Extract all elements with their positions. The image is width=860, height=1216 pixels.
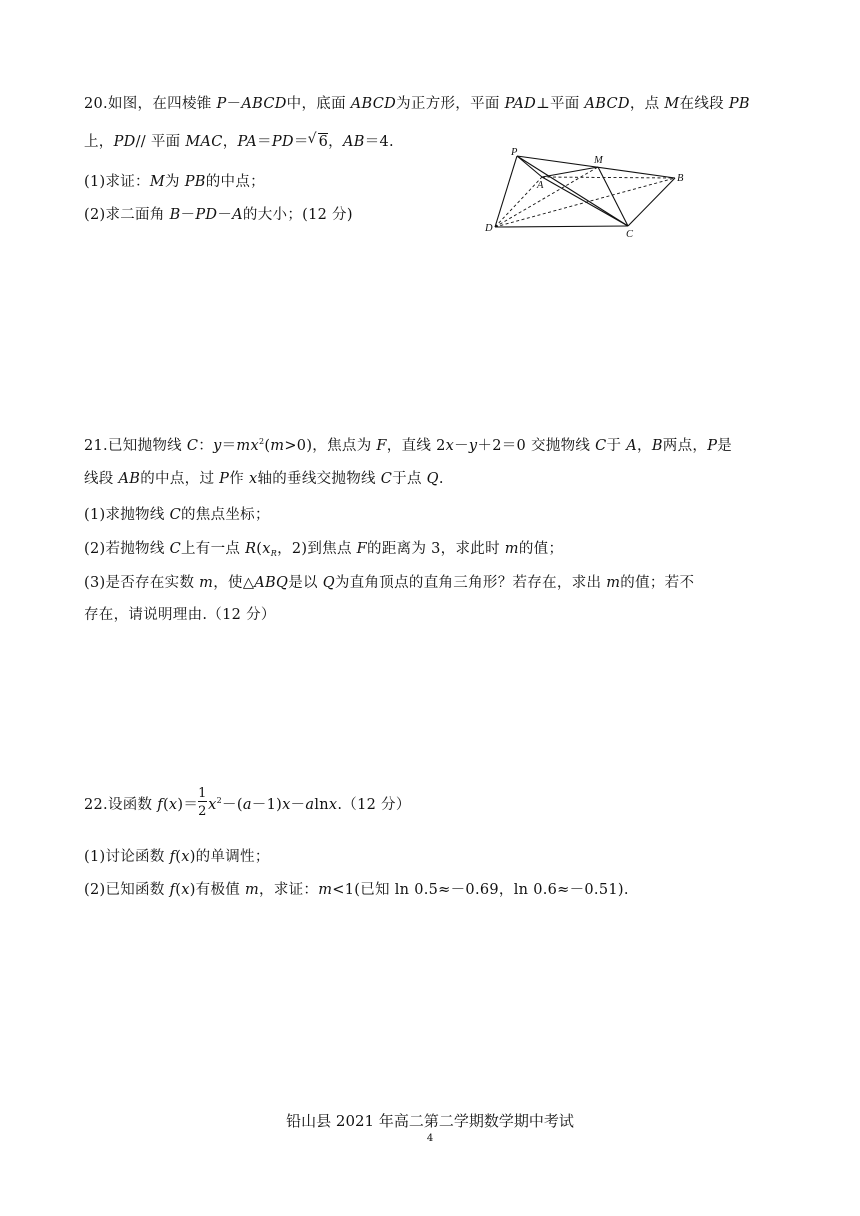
sqrt-six: √ 6: [318, 133, 329, 150]
label-B: B: [677, 173, 684, 184]
label-D: D: [485, 223, 493, 234]
edge-DC: [495, 226, 628, 227]
q20-part1: (1)求证：M为 PB的中点；: [84, 174, 265, 190]
edge-DB: [495, 178, 675, 227]
q21-part3-cont: 存在，请说明理由.（12 分）: [84, 607, 276, 623]
q21-part1: (1)求抛物线 C的焦点坐标；: [84, 507, 270, 523]
label-M: M: [594, 155, 603, 166]
q22-line1: 22.设函数 f(x)＝ $\frac{1}{2}$ $x^2-(a-1)x-alnx.(12$ 分）: [84, 786, 411, 819]
footer-exam-title: 铅山县 2021 年高二第二学期数学期中考试: [286, 1112, 574, 1130]
edge-PD: [495, 156, 517, 227]
q21-part3: (3)是否存在实数 m，使△ABQ是以 Q为直角顶点的直角三角形？若存在，求出 m的值；若不: [84, 575, 695, 591]
edge-PC: [517, 156, 628, 226]
q22-part2: (2)已知函数 f(x)有极值 m，求证：m<1(已知 ln 0.5≈－0.69，ln 0.6≈－0.51).: [84, 882, 629, 898]
q21-line1: 21.已知抛物线 C：$y=mx^2(m>0)$，焦点为 F，直线 2x－y＋2＝0 交抛物线 C于 A，B两点，P是: [84, 437, 733, 454]
edge-CB: [628, 178, 675, 226]
edge-MA: [542, 167, 598, 177]
q20-part2: (2)求二面角 B－PD－A的大小；(12 分): [84, 207, 353, 223]
fraction-one-half: $\frac{1}{2}$: [198, 786, 207, 819]
q21-line2: 线段 AB的中点，过 P作 x轴的垂线交抛物线 C于点 Q.: [84, 471, 444, 487]
label-P: P: [511, 147, 518, 158]
label-C: C: [626, 229, 634, 239]
page-number: 4: [426, 1133, 434, 1144]
q22-part1: (1)讨论函数 f(x)的单调性；: [84, 849, 270, 865]
q21-part2: (2)若抛物线 C上有一点 $R(x_R$，2)到焦点 F的距离为 3，求此时 m的值；: [84, 541, 564, 558]
edge-AB: [542, 177, 675, 178]
pyramid-figure: [482, 144, 692, 239]
q20-line2: 上，PD// 平面 MAC，PA＝PD＝√ 6，AB＝4.: [84, 130, 394, 151]
q20-line1: 20.如图，在四棱锥 P－ABCD中，底面 ABCD为正方形，平面 PAD⊥平面 ABCD，点 M在线段 PB: [84, 96, 750, 112]
edge-DA: [495, 177, 542, 227]
label-A: A: [537, 180, 544, 191]
